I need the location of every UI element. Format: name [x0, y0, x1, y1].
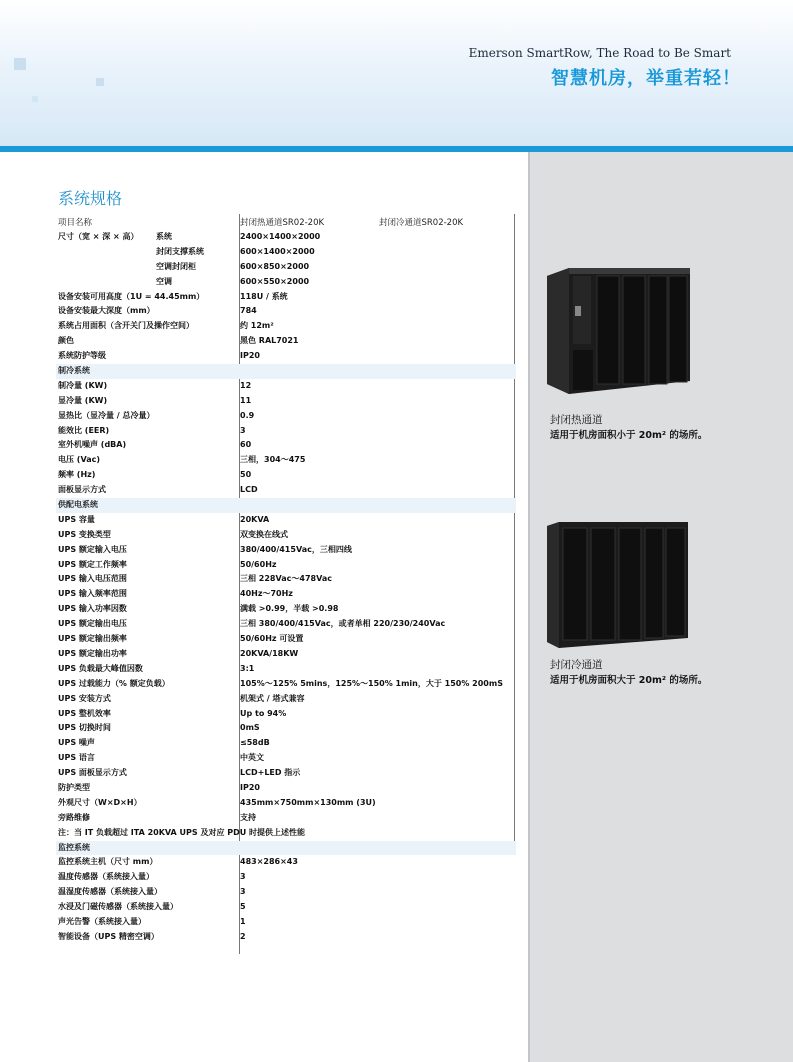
row-label: 声光告警（系统接入量） — [58, 916, 146, 926]
row-value: 20KVA — [240, 514, 270, 524]
table-row — [56, 647, 516, 662]
row-label: 电压 (Vac) — [58, 455, 100, 465]
row-label: 温度传感器（系统接入量） — [58, 872, 154, 882]
row-value: 约 12m² — [240, 321, 274, 331]
table-row — [56, 334, 516, 349]
table-row — [56, 885, 516, 900]
row-label: UPS 额定输出频率 — [58, 634, 127, 644]
table-row — [56, 662, 516, 677]
row-label: 监控系统 — [58, 842, 90, 852]
row-sublabel: 空调 — [156, 276, 172, 286]
row-label: 注：当 IT 负载超过 ITA 20KVA UPS 及对应 PDU 时提供上述性能 — [58, 827, 306, 837]
row-value: 118U / 系统 — [240, 291, 288, 301]
row-value: 2400×1400×2000 — [240, 232, 321, 241]
caption-desc: 适用于机房面积小于 20m² 的场所。 — [550, 430, 708, 441]
table-row — [56, 721, 516, 736]
row-label: 频率 (Hz) — [58, 470, 96, 480]
row-value: 40Hz～70Hz — [240, 589, 293, 599]
table-section-row — [56, 364, 516, 379]
page-header — [0, 0, 793, 146]
table-row — [56, 602, 516, 617]
row-label: 室外机噪声 (dBA) — [58, 440, 127, 450]
row-value: 3:1 — [240, 663, 255, 673]
row-value: Up to 94% — [240, 708, 287, 718]
header-hot-aisle: 封闭热通道SR02-20K — [240, 218, 325, 228]
row-value: 双变换在线式 — [240, 529, 288, 539]
table-row — [56, 617, 516, 632]
row-label: UPS 输入频率范围 — [58, 589, 127, 599]
table-row — [56, 751, 516, 766]
cabinet-image — [545, 266, 690, 396]
table-row — [56, 290, 516, 305]
row-label: UPS 变换类型 — [58, 529, 111, 539]
table-row — [56, 424, 516, 439]
row-label: 制冷系统 — [58, 366, 90, 376]
row-value: 435mm×750mm×130mm (3U) — [240, 797, 376, 807]
table-row — [56, 930, 516, 945]
row-label: 颜色 — [58, 336, 74, 346]
row-value: 3 — [240, 872, 246, 882]
row-label: 智能设备（UPS 精密空调） — [58, 931, 159, 941]
table-row — [56, 915, 516, 930]
caption-title: 封闭冷通道 — [550, 659, 603, 671]
row-sublabel: 空调封闭柜 — [156, 261, 196, 271]
row-value: 60 — [240, 440, 252, 450]
row-value: 11 — [240, 395, 252, 405]
table-row — [56, 230, 516, 245]
row-value: 3 — [240, 425, 246, 435]
row-label: 显热比（显冷量 / 总冷量） — [58, 410, 155, 420]
table-row — [56, 468, 516, 483]
row-label: UPS 安装方式 — [58, 693, 111, 703]
table-row — [56, 394, 516, 409]
table-row — [56, 260, 516, 275]
sidebar-border — [528, 152, 530, 1062]
table-row — [56, 438, 516, 453]
table-row — [56, 677, 516, 692]
row-label: UPS 输入功率因数 — [58, 604, 127, 614]
cabinet-image — [545, 520, 688, 650]
row-value: 20KVA/18KW — [240, 648, 299, 658]
row-label: UPS 额定输出电压 — [58, 619, 127, 629]
table-row — [56, 632, 516, 647]
row-value: LCD — [240, 485, 258, 495]
row-value: IP20 — [240, 351, 260, 361]
row-value: 2 — [240, 931, 246, 941]
row-label: 设备安装最大深度（mm） — [58, 306, 155, 316]
row-value: 三相 380/400/415Vac，或者单相 220/230/240Vac — [240, 619, 446, 629]
table-row — [56, 275, 516, 290]
row-value: IP20 — [240, 782, 260, 792]
table-row — [56, 409, 516, 424]
row-label: 旁路维修 — [58, 812, 90, 822]
table-row — [56, 781, 516, 796]
row-value: 600×1400×2000 — [240, 246, 315, 256]
table-row — [56, 245, 516, 260]
table-row — [56, 796, 516, 811]
table-row — [56, 766, 516, 781]
decor-square — [14, 58, 26, 70]
table-row — [56, 528, 516, 543]
caption-title: 封闭热通道 — [550, 414, 603, 426]
row-value: 50 — [240, 470, 252, 480]
row-value: 支持 — [240, 812, 256, 822]
row-value: 机架式 / 塔式兼容 — [240, 693, 305, 703]
row-label: UPS 面板显示方式 — [58, 768, 127, 778]
row-label: UPS 语言 — [58, 753, 95, 763]
row-sublabel: 系统 — [156, 232, 172, 241]
table-section-row — [56, 841, 516, 856]
table-row — [56, 513, 516, 528]
row-label: 面板显示方式 — [58, 485, 106, 495]
row-label: 水浸及门磁传感器（系统接入量） — [58, 902, 178, 912]
row-label: 监控系统主机（尺寸 mm） — [58, 857, 158, 867]
row-label: 制冷量 (KW) — [58, 380, 108, 390]
row-value: 满载 >0.99，半载 >0.98 — [240, 604, 339, 614]
row-label: 显冷量 (KW) — [58, 395, 108, 405]
row-value: 三相 228Vac～478Vac — [240, 574, 332, 584]
section-title: 系统规格 — [58, 189, 123, 208]
table-row — [56, 587, 516, 602]
row-value: 105%～125% 5mins，125%～150% 1min，大于 150% 200mS — [240, 678, 503, 688]
product-hot-aisle — [545, 266, 690, 396]
row-value: 黑色 RAL7021 — [240, 336, 299, 346]
row-value: 50/60Hz 可设置 — [240, 634, 304, 644]
row-sublabel: 封闭支撑系统 — [156, 246, 204, 256]
product-cold-caption — [550, 657, 707, 686]
row-value: 784 — [240, 306, 257, 316]
table-section-row — [56, 498, 516, 513]
table-row — [56, 811, 516, 826]
row-value: 中英文 — [240, 753, 264, 763]
row-label: 能效比 (EER) — [58, 425, 110, 435]
product-hot-caption — [550, 412, 707, 441]
row-label: UPS 容量 — [58, 514, 95, 524]
row-value: 483×286×43 — [240, 857, 298, 867]
row-value: 380/400/415Vac，三相四线 — [240, 544, 352, 554]
row-value: 600×550×2000 — [240, 276, 310, 286]
row-value: 600×850×2000 — [240, 261, 310, 271]
table-row — [56, 855, 516, 870]
table-row — [56, 543, 516, 558]
row-label: 尺寸（宽 × 深 × 高） — [58, 232, 139, 241]
row-value: 三相，304～475 — [240, 455, 306, 465]
table-row — [56, 736, 516, 751]
table-row — [56, 304, 516, 319]
row-value: 0.9 — [240, 410, 255, 420]
row-label: 防护类型 — [58, 782, 90, 792]
table-row — [56, 870, 516, 885]
row-label: UPS 输入电压范围 — [58, 574, 127, 584]
row-label: 供配电系统 — [58, 500, 98, 510]
table-row — [56, 900, 516, 915]
table-row — [56, 349, 516, 364]
tagline-english: Emerson SmartRow, The Road to Be Smart — [468, 46, 731, 60]
table-row — [56, 558, 516, 573]
table-body — [56, 230, 516, 945]
row-label: 外观尺寸（W×D×H） — [58, 797, 142, 807]
product-cold-aisle — [545, 520, 688, 650]
header-cold-aisle: 封闭冷通道SR02-20K — [379, 218, 464, 228]
header-item-name: 项目名称 — [58, 218, 93, 228]
row-label: UPS 整机效率 — [58, 708, 111, 718]
row-value: 12 — [240, 380, 252, 390]
row-label: UPS 负载最大峰值因数 — [58, 663, 143, 673]
row-label: UPS 过载能力（% 额定负载） — [58, 678, 170, 688]
row-value: 3 — [240, 887, 246, 897]
decor-square — [96, 78, 104, 86]
row-label: 系统防护等级 — [58, 351, 106, 361]
row-label: UPS 切换时间 — [58, 723, 111, 733]
row-value: 0mS — [240, 723, 260, 733]
table-row — [56, 319, 516, 334]
row-label: UPS 额定工作频率 — [58, 559, 127, 569]
row-value: LCD+LED 指示 — [240, 768, 301, 778]
decor-square — [32, 96, 38, 102]
table-row — [56, 453, 516, 468]
table-row — [56, 572, 516, 587]
table-row — [56, 707, 516, 722]
table-row — [56, 483, 516, 498]
row-value: 5 — [240, 902, 246, 912]
row-label: UPS 噪声 — [58, 738, 95, 748]
row-value: 1 — [240, 916, 246, 926]
row-label: UPS 额定输出功率 — [58, 648, 127, 658]
row-value: 50/60Hz — [240, 559, 277, 569]
caption-desc: 适用于机房面积大于 20m² 的场所。 — [550, 675, 708, 686]
row-label: 系统占用面积（含开关门及操作空间） — [58, 321, 194, 331]
row-label: UPS 额定输入电压 — [58, 544, 127, 554]
spec-table — [56, 214, 516, 945]
table-header — [56, 214, 516, 230]
table-row — [56, 379, 516, 394]
row-label: 设备安装可用高度（1U = 44.45mm） — [58, 291, 205, 301]
row-value: ≤58dB — [240, 738, 270, 748]
tagline-chinese: 智慧机房，举重若轻！ — [551, 68, 741, 89]
table-row — [56, 826, 516, 841]
table-row — [56, 692, 516, 707]
row-label: 温湿度传感器（系统接入量） — [58, 887, 162, 897]
